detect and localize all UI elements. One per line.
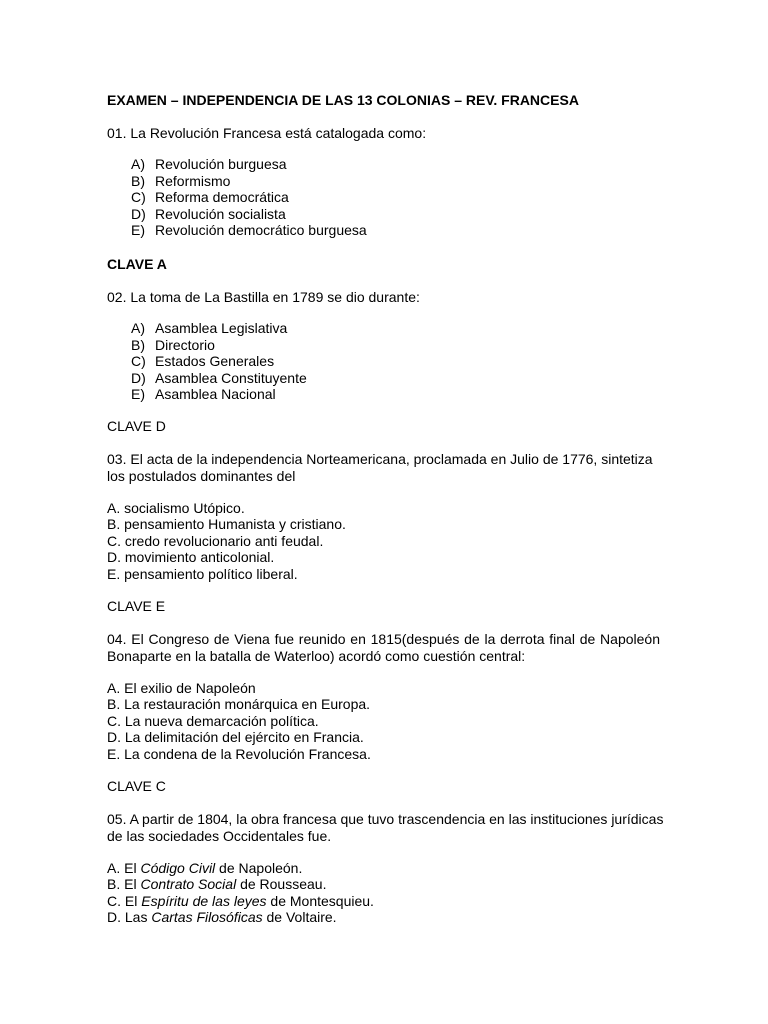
question-3-text-line-2: los postulados dominantes del xyxy=(107,468,296,484)
question-3-text-line-1: 03. El acta de la independencia Norteamericana, proclamada en Julio de 1776, sintetiza xyxy=(107,451,653,467)
question-5-option-b: B. El Contrato Social de Rousseau. xyxy=(107,876,327,892)
question-4-option-e: E. La condena de la Revolución Francesa. xyxy=(107,746,371,762)
question-1-option-b: B) Reformismo xyxy=(131,173,231,189)
question-4-option-c: C. La nueva demarcación política. xyxy=(107,713,319,729)
question-2-option-c: C) Estados Generales xyxy=(131,353,275,369)
question-5-option-c: C. El Espíritu de las leyes de Montesquieu. xyxy=(107,893,374,909)
question-3-option-e: E. pensamiento político liberal. xyxy=(107,566,298,582)
question-1-option-e: E) Revolución democrático burguesa xyxy=(131,222,367,238)
question-2-text: 02. La toma de La Bastilla en 1789 se dio durante: xyxy=(107,289,420,305)
question-3-option-b: B. pensamiento Humanista y cristiano. xyxy=(107,516,346,532)
question-2-option-a: A) Asamblea Legislativa xyxy=(131,320,288,336)
question-5-text-line-1: 05. A partir de 1804, la obra francesa que tuvo trascendencia en las instituciones jurídicas xyxy=(107,811,664,827)
question-4-option-d: D. La delimitación del ejército en Francia. xyxy=(107,729,364,745)
question-4-text-line-1: 04. El Congreso de Viena fue reunido en 1815(después de la derrota final de Napoleón xyxy=(107,631,660,647)
question-5-option-a: A. El Código Civil de Napoleón. xyxy=(107,860,303,876)
question-2-option-b: B) Directorio xyxy=(131,337,215,353)
question-5-option-d: D. Las Cartas Filosóficas de Voltaire. xyxy=(107,909,337,925)
question-3-option-c: C. credo revolucionario anti feudal. xyxy=(107,533,324,549)
question-1-key: CLAVE A xyxy=(107,256,167,272)
question-1-option-d: D) Revolución socialista xyxy=(131,206,286,222)
question-1-text: 01. La Revolución Francesa está catalogada como: xyxy=(107,125,427,141)
question-1-option-c: C) Reforma democrática xyxy=(131,189,289,205)
question-5-text-line-2: de las sociedades Occidentales fue. xyxy=(107,828,332,844)
question-2-option-d: D) Asamblea Constituyente xyxy=(131,370,307,386)
question-3-option-d: D. movimiento anticolonial. xyxy=(107,549,275,565)
question-4-option-a: A. El exilio de Napoleón xyxy=(107,680,256,696)
question-4-key: CLAVE C xyxy=(107,778,166,794)
question-4-text-line-2: Bonaparte en la batalla de Waterloo) acordó como cuestión central: xyxy=(107,648,526,664)
question-2-option-e: E) Asamblea Nacional xyxy=(131,386,276,402)
question-2-key: CLAVE D xyxy=(107,418,166,434)
question-4-option-b: B. La restauración monárquica en Europa. xyxy=(107,696,371,712)
question-1-option-a: A) Revolución burguesa xyxy=(131,156,287,172)
exam-title: EXAMEN – INDEPENDENCIA DE LAS 13 COLONIAS – REV. FRANCESA xyxy=(107,92,579,108)
question-3-key: CLAVE E xyxy=(107,598,166,614)
question-3-option-a: A. socialismo Utópico. xyxy=(107,500,245,516)
